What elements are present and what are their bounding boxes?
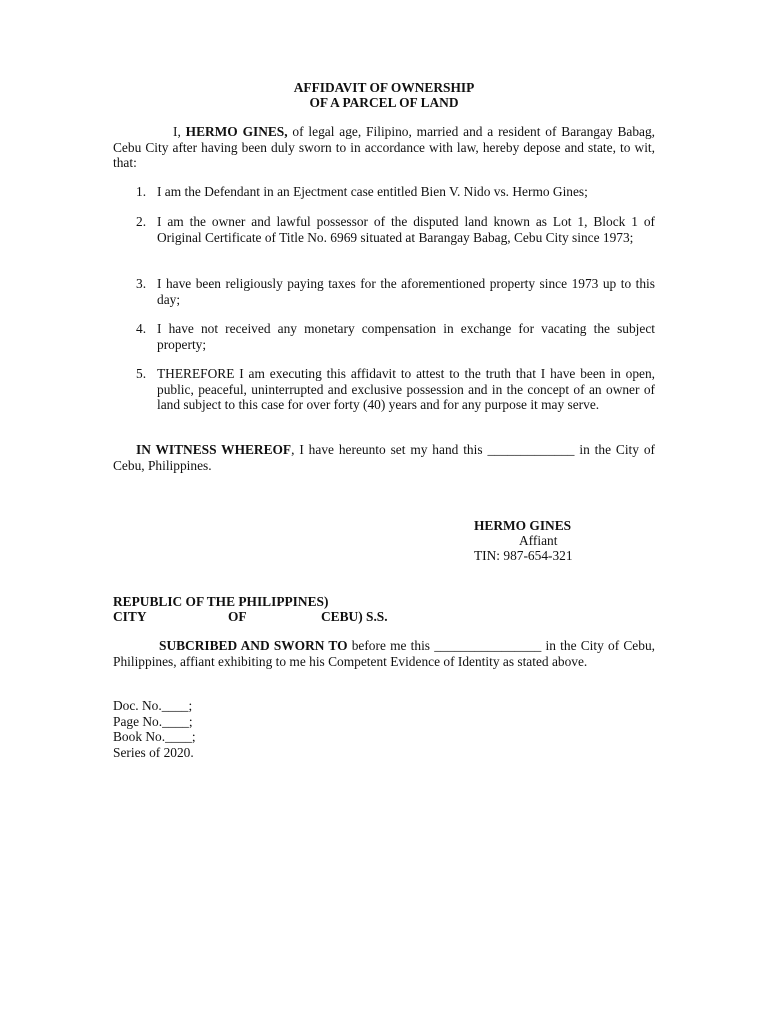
doc-no-line: Doc. No.____; (113, 698, 193, 713)
item-text: I have not received any monetary compensation in exchange for vacating the subject property; (157, 321, 655, 352)
item-number: 3. (136, 276, 147, 291)
cebu-ss-label: CEBU) S.S. (321, 609, 388, 624)
city-label: CITY (113, 609, 147, 624)
signature-role: Affiant (519, 533, 558, 548)
intro-paragraph (113, 124, 655, 171)
item-number: 2. (136, 214, 147, 229)
document-title-line-2: OF A PARCEL OF LAND (309, 95, 459, 110)
signature-tin: TIN: 987-654-321 (474, 548, 573, 563)
intro-text: of legal age, Filipino, married and a resident of Barangay Babag, Cebu City after having been duly sworn to in accordance with law, hereby depose and state, to wit, that: (113, 124, 656, 171)
jurat-lead: SUBCRIBED AND SWORN TO (159, 638, 348, 653)
of-label: OF (228, 609, 247, 624)
notary-register (113, 698, 413, 760)
jurat-paragraph (113, 638, 655, 669)
page-no-line: Page No.____; (113, 713, 193, 729)
intro-prefix: I, (173, 124, 186, 139)
item-number: 4. (136, 321, 147, 336)
item-text: I have been religiously paying taxes for the aforementioned property since 1973 up to this day; (157, 276, 655, 307)
witness-paragraph (113, 442, 655, 473)
jurat-text: before me this ________________ in the City of Cebu, Philippines, affiant exhibiting to me his Competent Evidence of Identity as stated above. (113, 638, 655, 669)
book-no-line: Book No.____; (113, 729, 196, 745)
item-text: THEREFORE I am executing this affidavit to attest to the truth that I have been in open, public, peaceful, uninterrupted and exclusive possession and in the concept of an owner of land subject to this case for over forty (40) years and for any purpose it may serve. (157, 366, 655, 413)
witness-lead: IN WITNESS WHEREOF (136, 442, 292, 457)
affiant-name: HERMO GINES, (185, 124, 288, 139)
item-number: 5. (136, 366, 147, 381)
signature-name: HERMO GINES (474, 518, 572, 533)
series-line: Series of 2020. (113, 744, 194, 760)
document-title-line-1: AFFIDAVIT OF OWNERSHIP (293, 80, 475, 95)
item-text: I am the Defendant in an Ejectment case entitled Bien V. Nido vs. Hermo Gines; (157, 184, 588, 199)
item-number: 1. (136, 184, 147, 199)
witness-text: , I have hereunto set my hand this _____________ in the City of Cebu, Philippines. (113, 442, 655, 473)
republic-label: REPUBLIC OF THE PHILIPPINES) (113, 594, 329, 609)
item-text: I am the owner and lawful possessor of the disputed land known as Lot 1, Block 1 of Original Certificate of Title No. 6969 situated at Barangay Babag, Cebu City since 1973; (157, 214, 655, 245)
